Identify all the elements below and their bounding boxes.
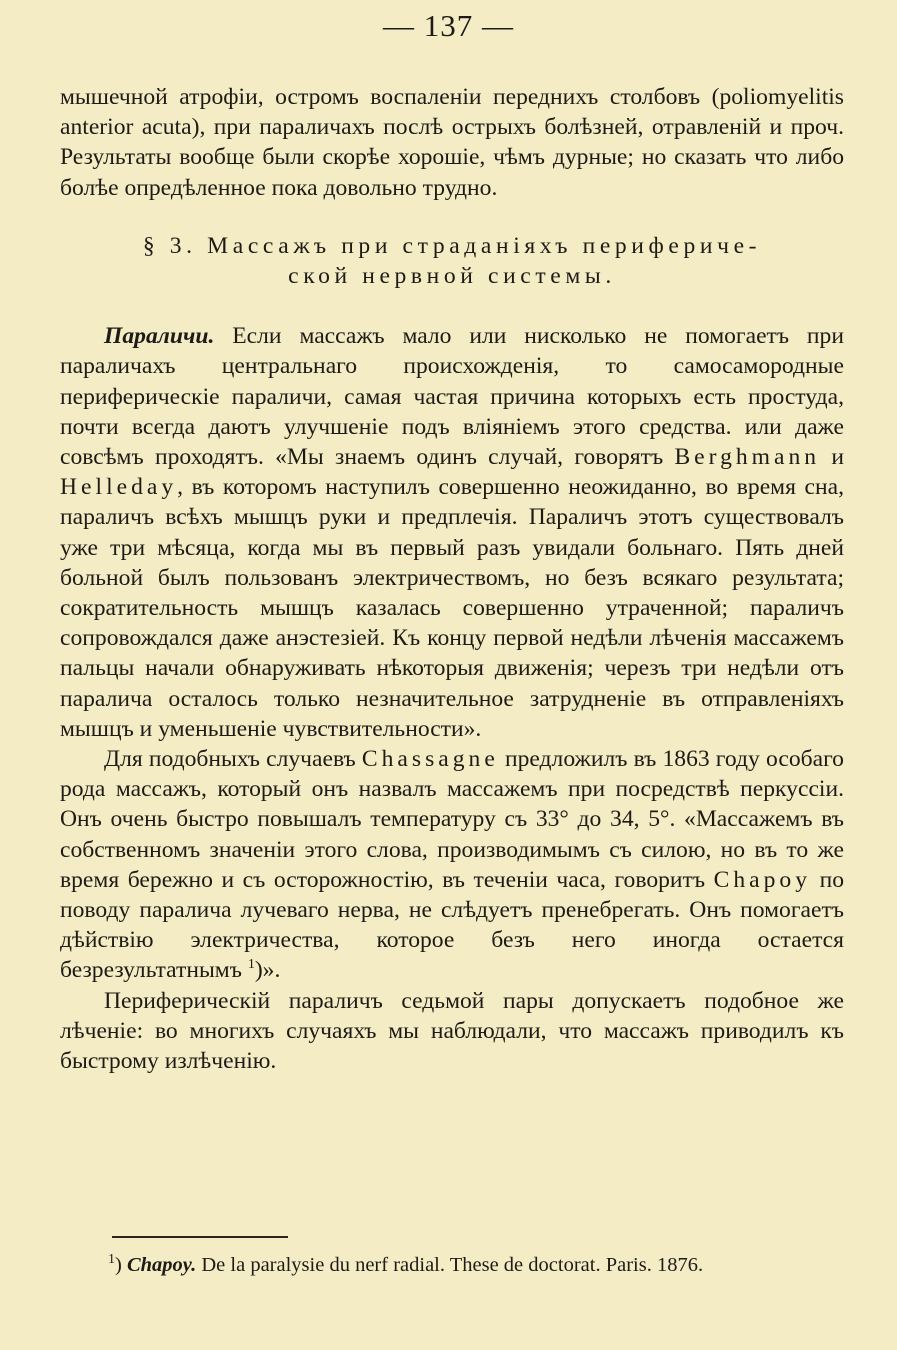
page-body xyxy=(60,82,844,1076)
paragraph-chassagne xyxy=(60,744,844,986)
author-name: Chapoy xyxy=(713,866,812,893)
footnote xyxy=(60,1252,844,1278)
paragraph-paralysis xyxy=(60,321,844,744)
author-name: Chassagne xyxy=(361,746,499,773)
paragraph-text: Если массажъ мало или нисколько не помогаетъ при параличахъ центральнаго происхожденiя, то самосамородные периферическiе параличи, самая частая причина которыхъ есть простуда, почти всегда даютъ улучшенiе подъ влiянiемъ этого средства. или даже совсѣмъ проходятъ. «Мы знаемъ одинъ случай, говорятъ xyxy=(60,323,844,471)
paragraph-text: , въ которомъ наступилъ совершенно неожиданно, во время сна, параличъ всѣхъ мышцъ руки и предплечiя. Параличъ этотъ существовалъ уже три мѣсяца, когда мы въ первый разъ увидали больнаго. Пять дней больной былъ пользованъ электричествомъ, но безъ всякаго результата; сократительность мышцъ казалась совершенно утраченной; параличъ сопровождался даже анэстезiей. Къ концу первой недѣли лѣченiя массажемъ пальцы начали обнаруживать нѣкоторыя движенiя; черезъ три недѣли отъ паралича осталось только незначительное затрудненiе въ отправленiяхъ мышцъ и уменьшенiе чувствительности». xyxy=(60,474,844,742)
footnote-author: Chapoy. xyxy=(126,1254,197,1276)
section-heading xyxy=(60,231,844,291)
paragraph-text: по поводу паралича лучеваго нерва, не слѣдуетъ пренебрегать. Онъ помогаетъ дѣйствiю электричества, которое безъ него иногда остается безрезультатнымъ xyxy=(60,866,844,984)
section-heading-line1: § 3. Массажъ при страданiяхъ перифериче- xyxy=(142,232,762,259)
paragraph-facial-nerve: Периферическiй параличъ седьмой пары допускаетъ подобное же лѣченiе: во многихъ случаяхъ мы наблюдали, что массажъ приводилъ къ быстрому излѣченiю. xyxy=(60,987,844,1075)
continued-paragraph: мышечной атрофiи, остромъ воспаленiи переднихъ столбовъ (poliomyelitis anterior acuta), при параличахъ послѣ острыхъ болѣзней, отравленiй и проч. Результаты вообще были скорѣе хорошiе, чѣмъ дурные; но сказать что либо болѣе опредѣленное пока довольно трудно. xyxy=(60,84,844,201)
footnote-divider xyxy=(112,1236,288,1238)
paragraph-text: )». xyxy=(254,957,281,984)
footnote-mark: 1 xyxy=(108,1252,115,1268)
page-number: — 137 — xyxy=(383,8,514,43)
author-name: Helleday xyxy=(60,474,178,501)
paragraph-text: и xyxy=(820,444,844,471)
footnote-mark-suffix: ) xyxy=(115,1254,122,1276)
footnote-reference: 1 xyxy=(247,957,255,973)
paragraph-lead-word: Параличи. xyxy=(104,323,215,350)
author-name: Berghmann xyxy=(674,444,821,471)
paragraph-text: предложилъ въ 1863 году особаго рода массажъ, который онъ назвалъ массажемъ при посредствѣ перкуссiи. Онъ очень быстро повышалъ температуру съ 33° до 34, 5°. «Массажемъ въ собственномъ значенiи этого слова, производимымъ съ силою, но въ то же время бережно и съ осторожностiю, въ теченiи часа, говоритъ xyxy=(60,746,844,893)
section-heading-line2: ской нервной системы. xyxy=(288,263,616,290)
paragraph-text: Для подобныхъ случаевъ xyxy=(104,746,362,773)
footnote-text: De la paralysie du nerf radial. These de doctorat. Paris. 1876. xyxy=(196,1254,704,1276)
